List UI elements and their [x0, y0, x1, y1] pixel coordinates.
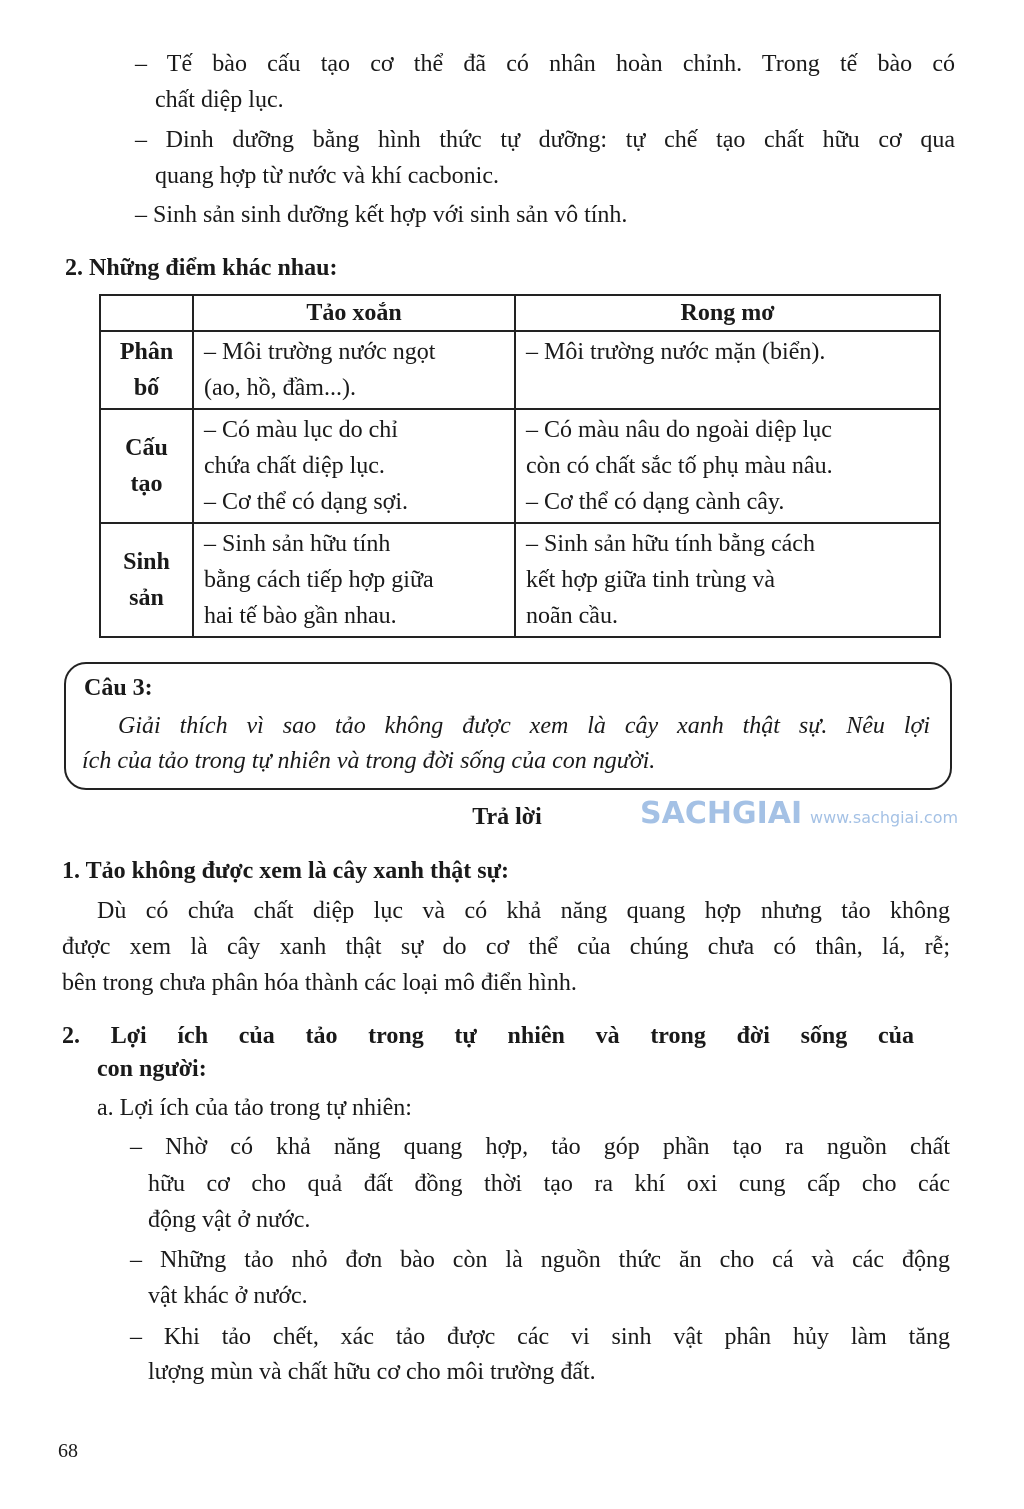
intro-line: quang hợp từ nước và khí cacbonic. [155, 163, 499, 189]
table-cell: – Môi trường nước mặn (biển). [515, 331, 940, 409]
question-line: Giải thích vì sao tảo không được xem là cây xanh thật sự. Nêu lợi [118, 713, 930, 739]
row-label: Cấu tạo [100, 409, 193, 523]
section-heading: 2. Những điểm khác nhau: [65, 255, 338, 281]
watermark-url: www.sachgiai.com [810, 808, 959, 827]
table-cell: – Có màu nâu do ngoài diệp lục còn có chất sắc tố phụ màu nâu. – Cơ thể có dạng cành cây. [515, 409, 940, 523]
table-row [100, 523, 940, 637]
intro-line: – Tế bào cấu tạo cơ thể đã có nhân hoàn chỉnh. Trong tế bào có [135, 51, 955, 77]
section-heading: 2. Lợi ích của tảo trong tự nhiên và trong đời sống của [62, 1023, 914, 1049]
section-heading: 1. Tảo không được xem là cây xanh thật sự: [62, 858, 510, 884]
intro-line: – Dinh dưỡng bằng hình thức tự dưỡng: tự chế tạo chất hữu cơ qua [135, 127, 955, 153]
intro-line: – Sinh sản sinh dưỡng kết hợp với sinh sản vô tính. [135, 202, 628, 228]
subheading: a. Lợi ích của tảo trong tự nhiên: [97, 1095, 412, 1121]
bullet-line: hữu cơ cho quả đất đồng thời tạo ra khí oxi cung cấp cho các [148, 1171, 950, 1197]
answer-title: Trả lời [472, 804, 542, 830]
paragraph-line: được xem là cây xanh thật sự do cơ thể của chúng chưa có thân, lá, rễ; [62, 934, 950, 960]
row-label: Sinh sản [100, 523, 193, 637]
table-cell: – Có màu lục do chỉ chứa chất diệp lục. – Cơ thể có dạng sợi. [193, 409, 515, 523]
table-row [100, 331, 940, 409]
table-cell: – Môi trường nước ngọt (ao, hồ, đầm...). [193, 331, 515, 409]
table-cell: – Sinh sản hữu tính bằng cách kết hợp giữa tinh trùng và noãn cầu. [515, 523, 940, 637]
table-header-row [100, 295, 940, 331]
table-row [100, 409, 940, 523]
row-label: Phân bố [100, 331, 193, 409]
comparison-table [99, 294, 941, 638]
table-header: Tảo xoắn [193, 295, 515, 331]
question-title: Câu 3: [84, 675, 153, 701]
bullet-line: – Khi tảo chết, xác tảo được các vi sinh vật phân hủy làm tăng [130, 1324, 950, 1350]
table-header [100, 295, 193, 331]
bullet-line: lượng mùn và chất hữu cơ cho môi trường đất. [148, 1359, 596, 1385]
table-header: Rong mơ [515, 295, 940, 331]
intro-line: chất diệp lục. [155, 87, 284, 113]
bullet-line: động vật ở nước. [148, 1207, 311, 1233]
page-number: 68 [58, 1440, 78, 1462]
watermark-logo: SACHGIAI [640, 796, 803, 831]
paragraph-line: bên trong chưa phân hóa thành các loại mô điển hình. [62, 970, 577, 996]
bullet-line: – Nhờ có khả năng quang hợp, tảo góp phần tạo ra nguồn chất [130, 1134, 950, 1160]
bullet-line: – Những tảo nhỏ đơn bào còn là nguồn thức ăn cho cá và các động [130, 1247, 950, 1273]
question-line: ích của tảo trong tự nhiên và trong đời sống của con người. [82, 748, 656, 774]
table-cell: – Sinh sản hữu tính bằng cách tiếp hợp giữa hai tế bào gần nhau. [193, 523, 515, 637]
bullet-line: vật khác ở nước. [148, 1283, 308, 1309]
section-heading: con người: [97, 1056, 207, 1082]
paragraph-line: Dù có chứa chất diệp lục và có khả năng quang hợp nhưng tảo không [97, 898, 950, 924]
